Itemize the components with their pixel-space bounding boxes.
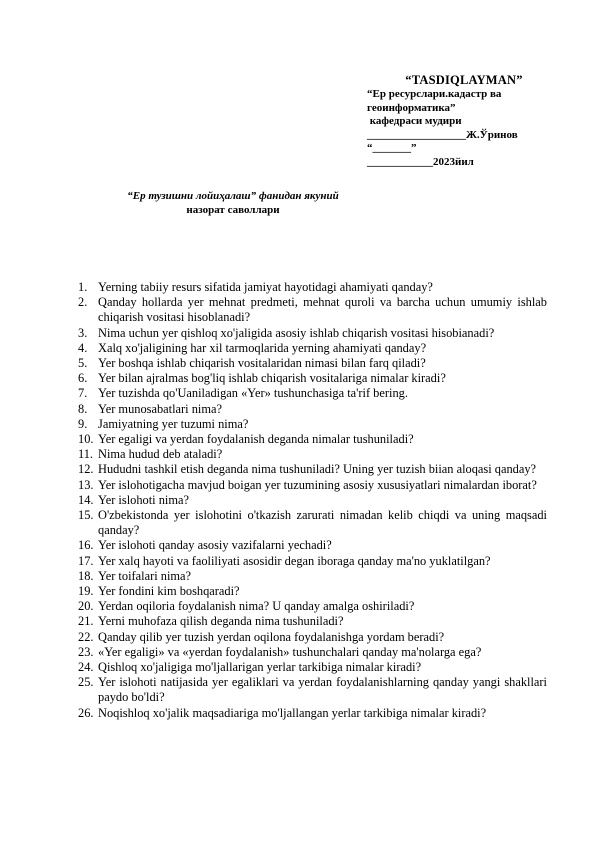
question-number: 17.	[78, 553, 94, 568]
question-text: O'zbekistonda yer islohotini o'tkazish zarurati nimadan kelib chiqdi va uning maqsadi qanday?	[98, 508, 547, 538]
question-text: Yer islohoti nima?	[98, 492, 189, 507]
approval-line-signature: __________________Ж.Ўринов	[367, 128, 518, 141]
question-item	[0, 706, 596, 721]
question-item	[0, 280, 596, 295]
question-number: 21.	[78, 614, 94, 629]
question-text: Yerning tabiiy resurs sifatida jamiyat hayotidagi ahamiyati qanday?	[98, 280, 433, 294]
question-item	[0, 417, 596, 432]
question-number: 13.	[78, 477, 94, 492]
question-text: Hududni tashkil etish deganda nima tushuniladi? Uning yer tuzish biian aloqasi qanday?	[98, 462, 537, 477]
question-list	[0, 280, 596, 721]
question-item	[0, 675, 596, 705]
question-number: 5.	[78, 356, 88, 371]
question-number: 22.	[78, 629, 94, 644]
question-item	[0, 295, 596, 325]
question-text: Nima hudud deb ataladi?	[98, 447, 223, 462]
approval-line-department: “Ер ресурслари.кадастр ва	[367, 88, 502, 100]
question-text: Qanday qilib yer tuzish yerdan oqilona foydalanishga yordam beradi?	[98, 629, 445, 644]
question-item	[0, 341, 596, 356]
question-text: Yer egaligi va yerdan foydalanish deganda nimalar tushuniladi?	[98, 432, 414, 447]
question-text: Xalq xo'jaligining har xil tarmoqlarida yerning ahamiyati qanday?	[98, 340, 427, 355]
approval-block	[367, 72, 557, 170]
document-title-line2: назорат саволлари	[186, 204, 280, 216]
question-number: 24.	[78, 660, 94, 675]
question-number: 18.	[78, 568, 94, 583]
question-text: Yer tuzishda qo'Uaniladigan «Yer» tushunchasiga ta'rif bering.	[98, 386, 408, 401]
question-text: Nima uchun yer qishloq xo'jaligida asosiy ishlab chiqarish vositasi hisobianadi?	[98, 325, 495, 340]
question-number: 9.	[78, 416, 88, 431]
question-number: 11.	[78, 447, 94, 462]
question-number: 19.	[78, 584, 94, 599]
question-item	[0, 371, 596, 386]
question-item	[0, 614, 596, 629]
approval-line-head: кафедраси мудири	[367, 115, 462, 128]
question-item	[0, 645, 596, 660]
approval-line-day: “_______”	[367, 142, 417, 155]
question-item	[0, 326, 596, 341]
question-text: Yerdan oqiloria foydalanish nima? U qanday amalga oshiriladi?	[98, 599, 415, 614]
document-title-line1: “Ер тузишни лойиҳалаш” фанидан якуний	[127, 190, 339, 202]
question-item	[0, 660, 596, 675]
question-item	[0, 630, 596, 645]
question-item	[0, 356, 596, 371]
question-text: Noqishloq xo'jalik maqsadiariga mo'ljallangan yerlar tarkibiga nimalar kiradi?	[98, 705, 487, 720]
approval-line-department-cont: геоинформатика”	[367, 101, 456, 114]
question-text: Yer toifalari nima?	[98, 568, 192, 583]
question-number: 6.	[78, 371, 88, 386]
question-number: 12.	[78, 462, 94, 477]
question-text: Yer fondini kim boshqaradi?	[98, 584, 240, 599]
question-number: 25.	[78, 675, 94, 690]
question-number: 10.	[78, 432, 94, 447]
question-text: Qishloq xo'jaligiga mo'ljallarigan yerlar tarkibiga nimalar kiradi?	[98, 660, 422, 675]
question-text: Yer islohoti natijasida yer egaliklari va yerdan foydalanishlarning qanday yangi shakllari paydo bo'ldi?	[98, 675, 547, 705]
question-item	[0, 478, 596, 493]
question-number: 2.	[78, 295, 88, 310]
question-text: Yer munosabatlari nima?	[98, 401, 222, 416]
approval-title: “TASDIQLAYMAN”	[405, 73, 523, 87]
question-number: 14.	[78, 492, 94, 507]
question-text: «Yer egaligi» va «yerdan foydalanish» tushunchalari qanday ma'nolarga ega?	[98, 644, 482, 659]
question-text: Qanday hollarda yer mehnat predmeti, mehnat quroli va barcha uchun umumiy ishlab chiqarish vositasi hisoblanadi?	[98, 295, 547, 325]
document-title	[108, 189, 358, 217]
question-text: Jamiyatning yer tuzumi nima?	[98, 416, 249, 431]
question-number: 23.	[78, 644, 94, 659]
question-number: 1.	[78, 280, 88, 294]
approval-line-year: ____________2023йил	[367, 155, 474, 168]
question-text: Yer xalq hayoti va faoliliyati asosidir degan iboraga qanday ma'no yuklatilgan?	[98, 553, 491, 568]
question-text: Yer bilan ajralmas bog'liq ishlab chiqarish vositalariga nimalar kiradi?	[98, 371, 446, 386]
question-number: 20.	[78, 599, 94, 614]
question-number: 8.	[78, 401, 88, 416]
question-item	[0, 447, 596, 462]
question-item	[0, 402, 596, 417]
question-number: 4.	[78, 340, 88, 355]
question-item	[0, 462, 596, 477]
question-text: Yerni muhofaza qilish deganda nima tushuniladi?	[98, 614, 344, 629]
question-item	[0, 584, 596, 599]
question-text: Yer islohoti qanday asosiy vazifalarni yechadi?	[98, 538, 332, 553]
question-text: Yer boshqa ishlab chiqarish vositalaridan nimasi bilan farq qiladi?	[98, 356, 426, 371]
question-item	[0, 386, 596, 401]
question-text: Yer islohotigacha mavjud boigan yer tuzumining asosiy xususiyatlari nimalardan iborat?	[98, 477, 537, 492]
question-number: 3.	[78, 325, 88, 340]
question-number: 7.	[78, 386, 88, 401]
question-number: 26.	[78, 705, 94, 720]
question-item	[0, 599, 596, 614]
question-number: 16.	[78, 538, 94, 553]
question-item	[0, 538, 596, 553]
question-item	[0, 432, 596, 447]
question-item	[0, 493, 596, 508]
question-item	[0, 508, 596, 538]
question-item	[0, 554, 596, 569]
question-item	[0, 569, 596, 584]
question-number: 15.	[78, 508, 94, 523]
